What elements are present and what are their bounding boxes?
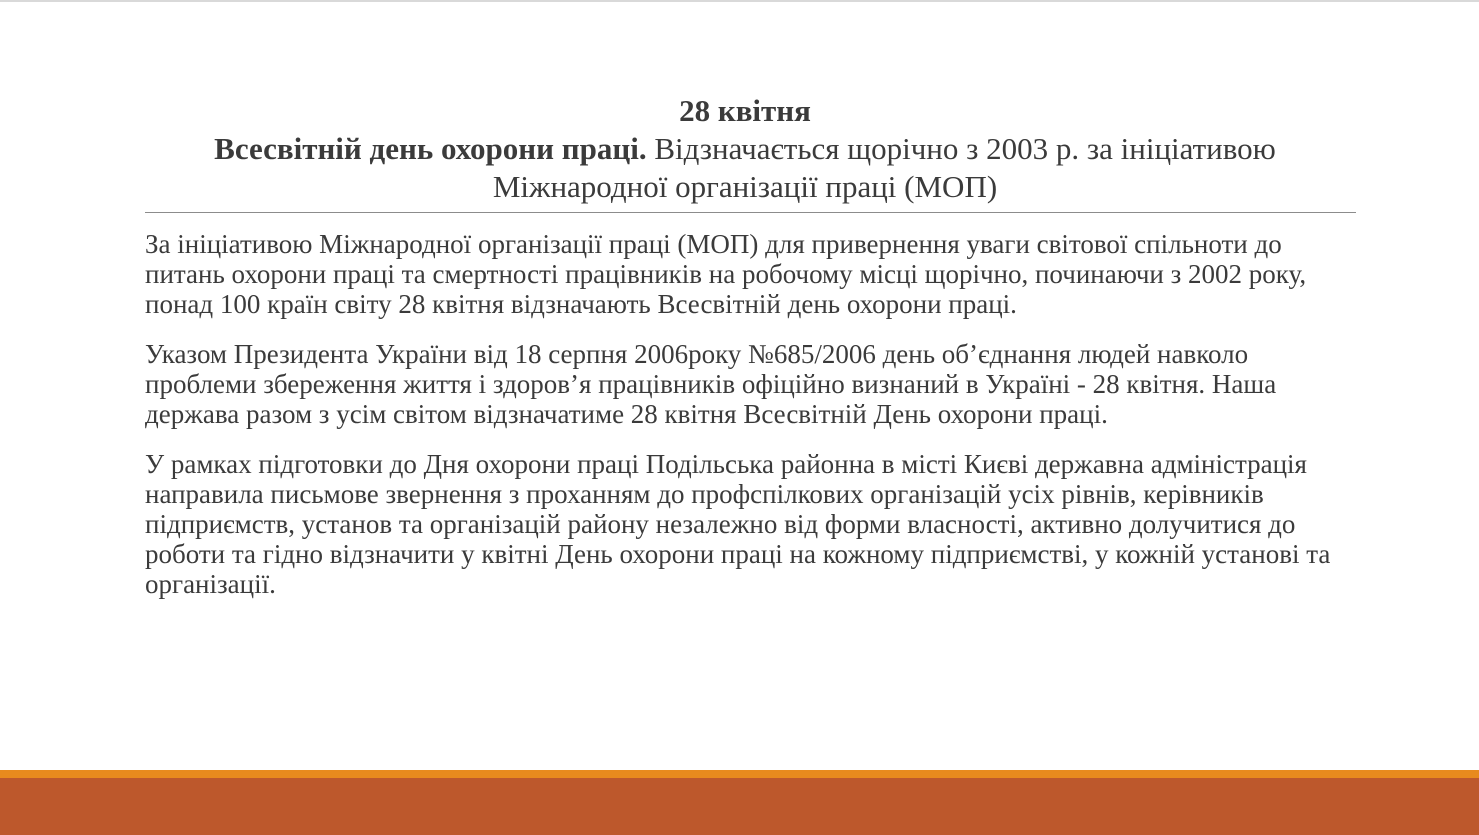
body-paragraph-2: Указом Президента України від 18 серпня 2006року №685/2006 день об’єднання людей навколо проблеми збереження життя і здоров’я працівників офіційно визнаний в Україні - 28 квітня. Наша держава разом з усім світом відзначатиме 28 квітня Всесвітній День охорони праці. bbox=[145, 339, 1277, 429]
title-heading-bold: Всесвітній день охорони праці. bbox=[214, 131, 647, 166]
slide-top-border bbox=[0, 0, 1479, 2]
title-heading-rest: Відзначається щорічно з 2003 р. за ініціативою Міжнародної організації праці (МОП) bbox=[492, 131, 1276, 204]
title-divider bbox=[145, 212, 1356, 213]
footer-accent-stripe bbox=[0, 770, 1479, 778]
footer-band bbox=[0, 778, 1479, 835]
title-date: 28 квітня bbox=[679, 93, 811, 128]
body-paragraph-1: За ініціативою Міжнародної організації праці (МОП) для привернення уваги світової спільноти до питань охорони праці та смертності працівників на робочому місці щорічно, починаючи з 2002 року, понад 100 країн світу 28 квітня відзначають Всесвітній день охорони праці. bbox=[145, 229, 1307, 319]
slide-title bbox=[145, 92, 1345, 206]
slide-body bbox=[145, 229, 1360, 619]
body-paragraph-3: У рамках підготовки до Дня охорони праці Подільська районна в місті Києві державна адміністрація направила письмове звернення з проханням до профспілкових організацій усіх рівнів, керівників підприємств, установ та організацій району незалежно від форми власності, активно долучитися до роботи та гідно відзначити у квітні День охорони праці на кожному підприємстві, у кожній установі та організації. bbox=[145, 449, 1331, 599]
